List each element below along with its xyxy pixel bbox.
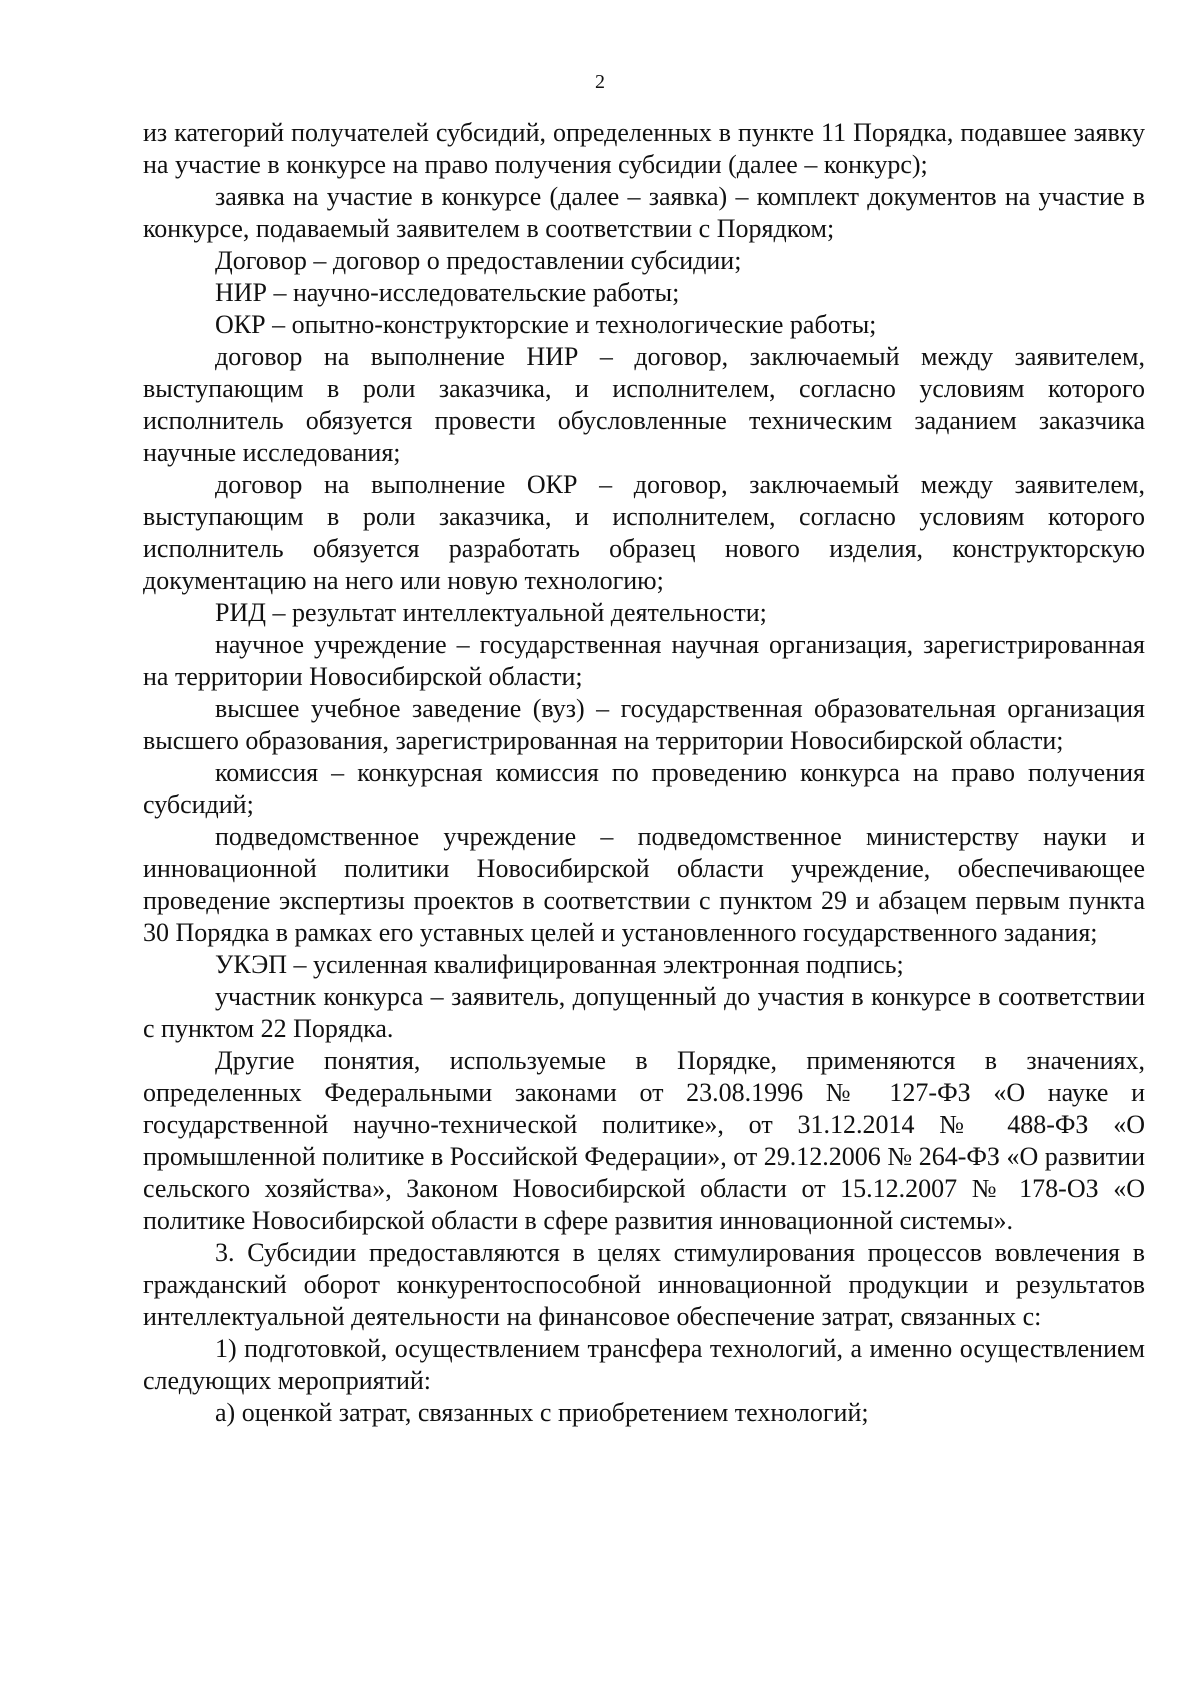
paragraph-subitem-1: 1) подготовкой, осуществлением трансфера технологий, а именно осуществлением следующих мероприятий: — [143, 1334, 1145, 1395]
page-number: 2 — [595, 71, 605, 93]
paragraph-item-3: 3. Субсидии предоставляются в целях стимулирования процессов вовлечения в гражданский оборот конкурентоспособной инновационной продукции и результатов интеллектуальной деятельности на финансовое обеспечение затрат, связанных с: — [143, 1238, 1145, 1331]
paragraph-subitem-a: а) оценкой затрат, связанных с приобретением технологий; — [215, 1398, 869, 1427]
paragraph-subordinate-institution-definition: подведомственное учреждение – подведомственное министерству науки и инновационной политики Новосибирской области учреждение, обеспечивающее проведение экспертизы проектов в соответствии с пунктом 29 и абзацем первым пункта 30 Порядка в рамках его уставных целей и установленного государственного задания; — [143, 822, 1145, 947]
document-body — [143, 117, 1145, 1429]
paragraph-participant-definition: участник конкурса – заявитель, допущенный до участия в конкурсе в соответствии с пунктом 22 Порядка. — [143, 982, 1145, 1043]
paragraph-other-terms: Другие понятия, используемые в Порядке, применяются в значениях, определенных Федеральными законами от 23.08.1996 № 127-ФЗ «О науке и государственной научно-технической политике», от 31.12.2014 № 488-ФЗ «О промышленной политике в Российской Федерации», от 29.12.2006 № 264-ФЗ «О развитии сельского хозяйства», Законом Новосибирской области от 15.12.2007 № 178-ОЗ «О политике Новосибирской области в сфере развития инновационной системы». — [143, 1046, 1145, 1235]
paragraph-continuation: из категорий получателей субсидий, определенных в пункте 11 Порядка, подавшее заявку на участие в конкурсе на право получения субсидии (далее – конкурс); — [143, 118, 1145, 179]
paragraph-scientific-institution-definition: научное учреждение – государственная научная организация, зарегистрированная на территории Новосибирской области; — [143, 630, 1145, 691]
paragraph-ukep-definition: УКЭП – усиленная квалифицированная электронная подпись; — [215, 950, 904, 979]
paragraph-nir-definition: НИР – научно-исследовательские работы; — [215, 278, 680, 307]
paragraph-university-definition: высшее учебное заведение (вуз) – государственная образовательная организация высшего образования, зарегистрированная на территории Новосибирской области; — [143, 694, 1145, 755]
paragraph-zayavka-definition: заявка на участие в конкурсе (далее – заявка) – комплект документов на участие в конкурсе, подаваемый заявителем в соответствии с Порядком; — [143, 182, 1145, 243]
paragraph-okr-contract-definition: договор на выполнение ОКР – договор, заключаемый между заявителем, выступающим в роли заказчика, и исполнителем, согласно условиям которого исполнитель обязуется разработать образец нового изделия, конструкторскую документацию на него или новую технологию; — [143, 470, 1145, 595]
paragraph-rid-definition: РИД – результат интеллектуальной деятельности; — [215, 598, 767, 627]
paragraph-okr-definition: ОКР – опытно-конструкторские и технологические работы; — [215, 310, 877, 339]
paragraph-commission-definition: комиссия – конкурсная комиссия по проведению конкурса на право получения субсидий; — [143, 758, 1145, 819]
paragraph-nir-contract-definition: договор на выполнение НИР – договор, заключаемый между заявителем, выступающим в роли заказчика, и исполнителем, согласно условиям которого исполнитель обязуется провести обусловленные техническим заданием заказчика научные исследования; — [143, 342, 1145, 467]
paragraph-dogovor-definition: Договор – договор о предоставлении субсидии; — [215, 246, 742, 275]
